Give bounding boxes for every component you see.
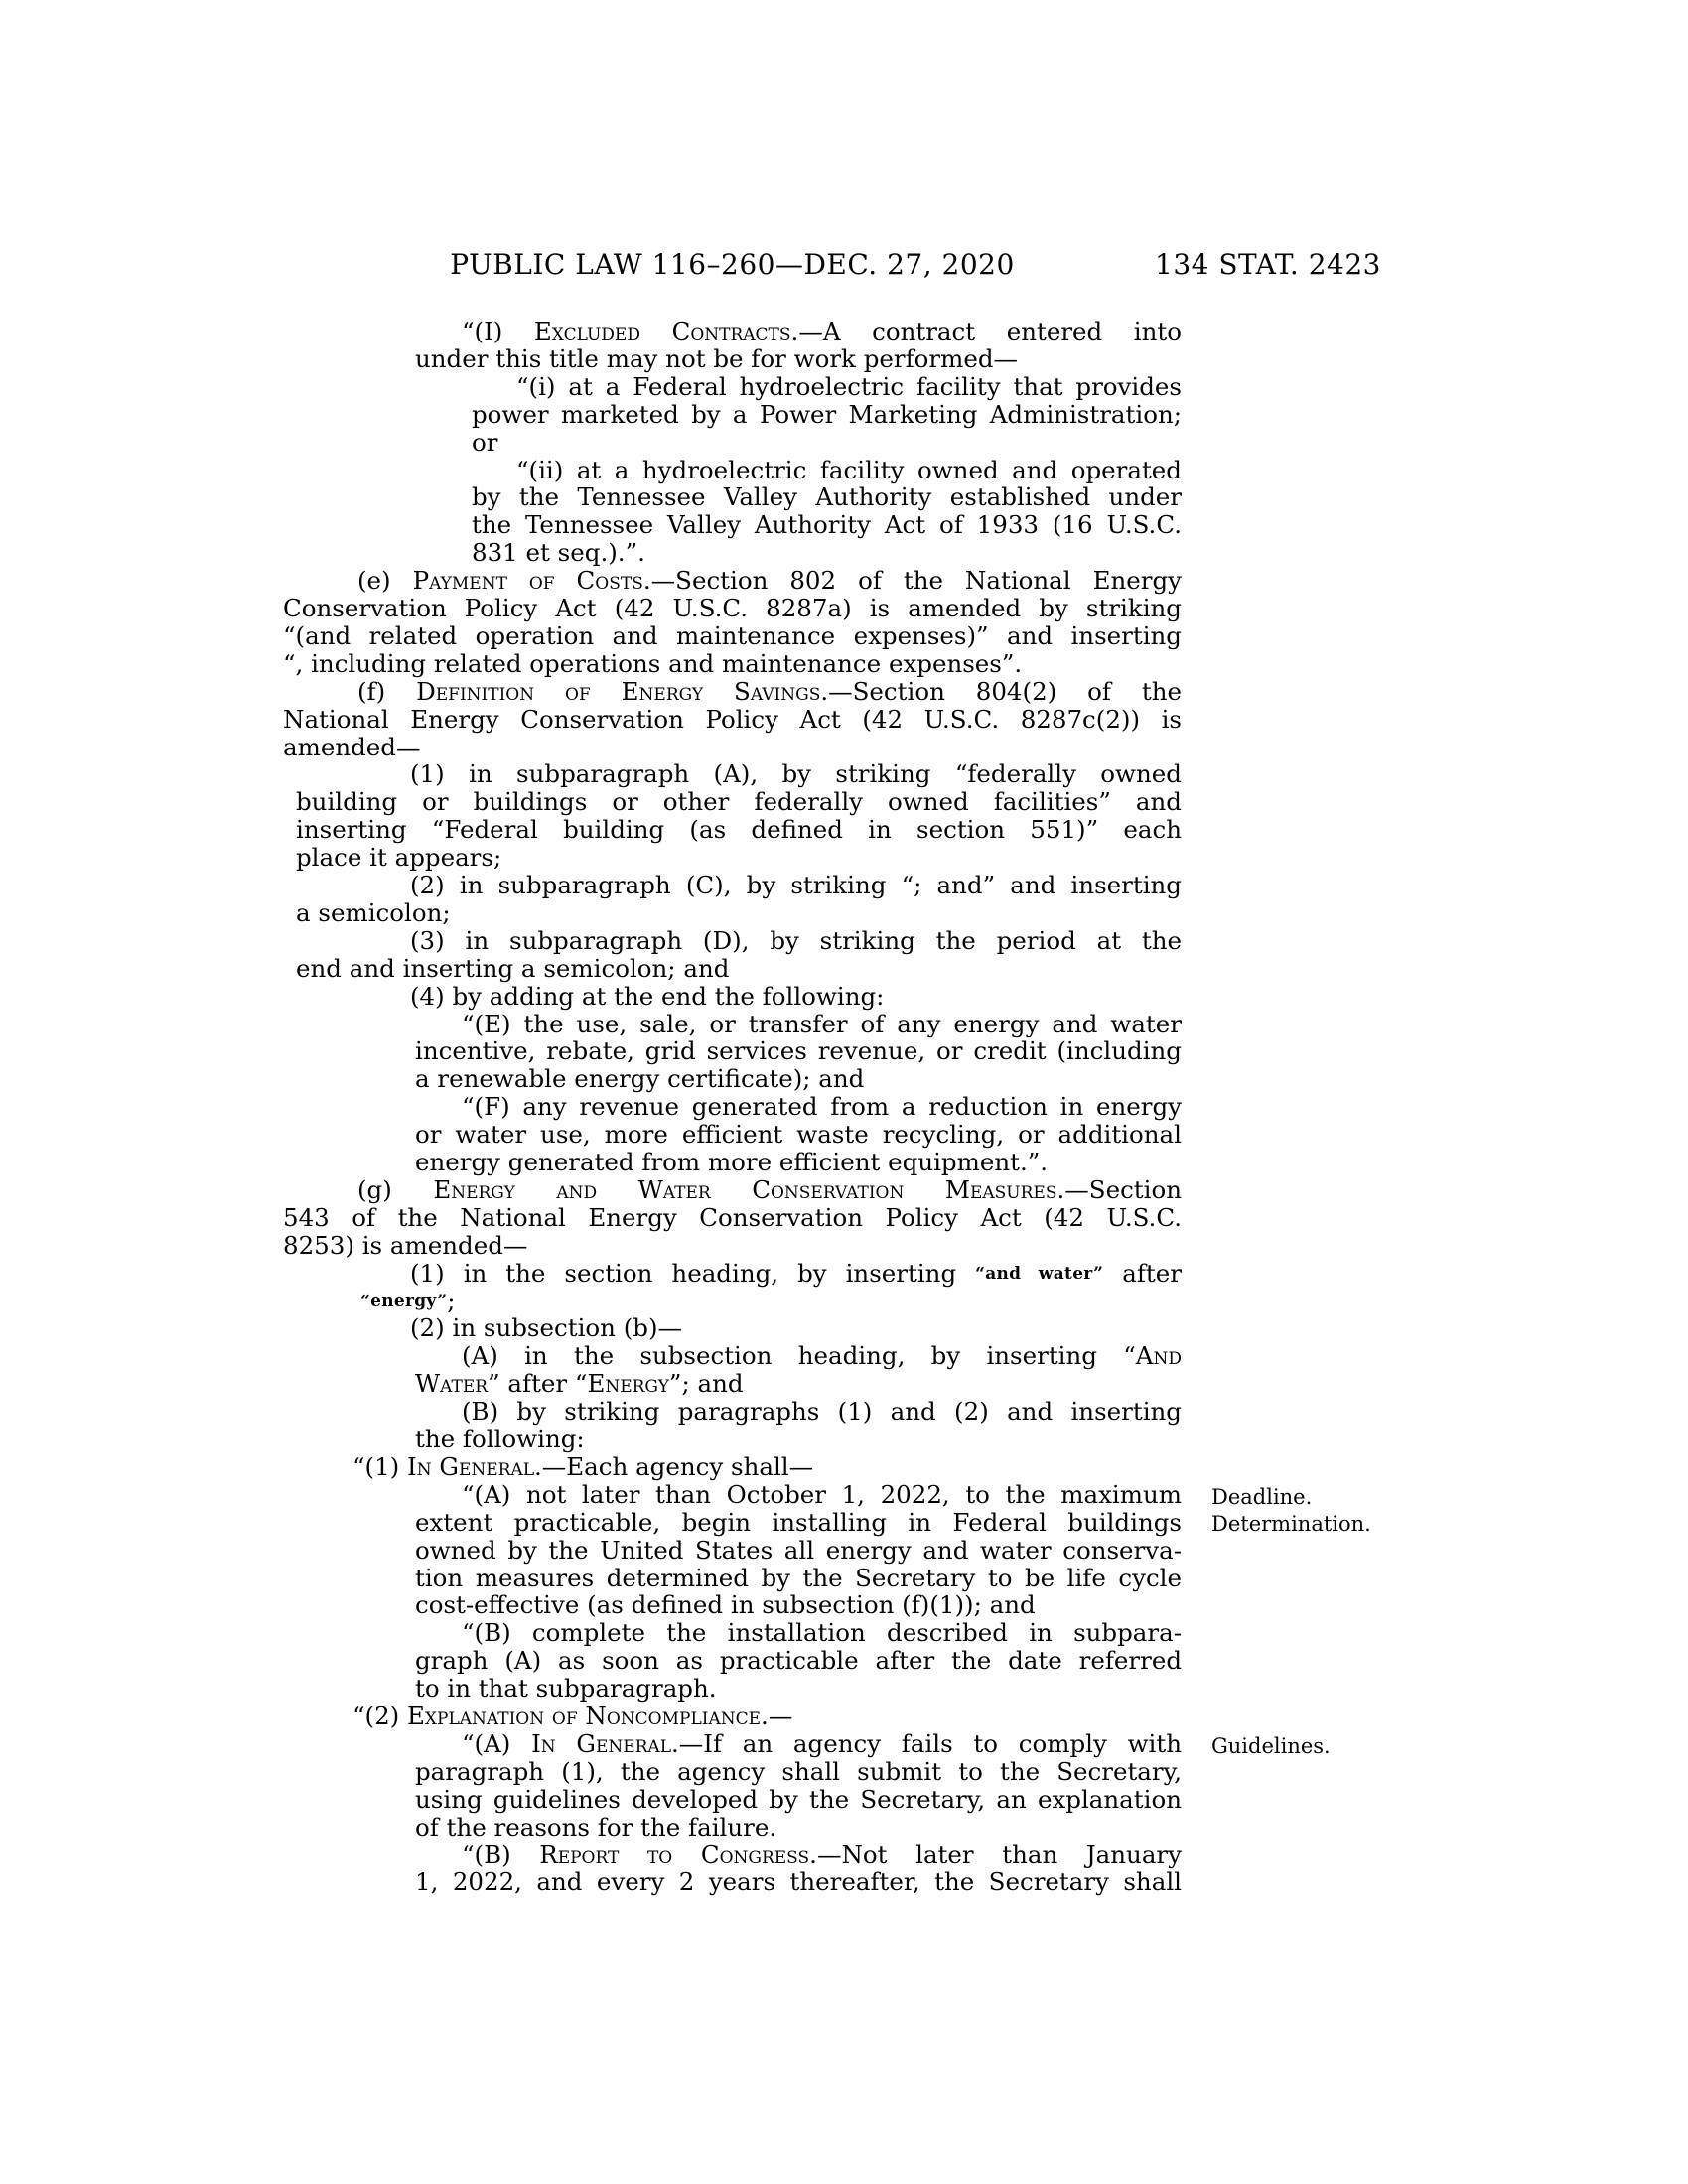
body-text: place it appears;: [296, 843, 502, 873]
body-text: —: [768, 1702, 793, 1730]
text-line: [462, 1011, 1182, 1038]
text-line: [462, 1342, 1182, 1370]
body-text: ;: [447, 1286, 456, 1315]
text-line: [415, 1758, 1182, 1786]
text-line: [352, 1453, 1182, 1481]
text-line: [415, 1647, 1182, 1675]
text-line: [415, 1537, 1182, 1565]
body-text: (e): [357, 566, 413, 596]
small-caps-text: Energy: [587, 1369, 669, 1399]
body-text: end and inserting a semicolon; and: [296, 953, 730, 983]
body-text: the following:: [415, 1425, 585, 1453]
text-line: [283, 1232, 1182, 1260]
small-caps-text: Excluded Contracts.: [533, 317, 799, 345]
body-text: of the reasons for the failure.: [415, 1812, 777, 1842]
text-line: [357, 678, 1182, 706]
text-line: [296, 844, 1182, 872]
text-line: [462, 1730, 1182, 1758]
body-text: —Not later than January: [816, 1840, 1182, 1869]
text-line: [415, 1426, 1182, 1453]
text-line: [296, 955, 1182, 983]
body-text: amended—: [283, 732, 421, 761]
body-text: “(A) not later than October 1, 2022, to the maximum: [462, 1479, 1182, 1509]
body-text: Conservation Policy Act (42 U.S.C. 8287a) is amended by striking: [283, 594, 1182, 622]
margin-note-line: Deadline.: [1211, 1484, 1313, 1509]
text-line: [415, 1814, 1182, 1842]
body-text: “(and related operation and maintenance expenses)” and inserting: [283, 620, 1182, 650]
body-text: or: [472, 427, 498, 457]
body-text: building or buildings or other federally owned facilities” and: [296, 787, 1182, 817]
body-text: (f): [357, 676, 417, 706]
text-line: [462, 1619, 1182, 1647]
body-text: (2) in subsection (b)—: [410, 1313, 683, 1343]
body-text: to in that subparagraph.: [415, 1674, 717, 1704]
margin-note: [1211, 1484, 1420, 1539]
text-line: [410, 872, 1182, 899]
body-text: “(B) complete the installation described in subpara-: [462, 1618, 1182, 1648]
body-text: (A) in the subsection heading, by inserting “: [462, 1341, 1136, 1371]
margin-note-line: Determination.: [1211, 1512, 1371, 1537]
body-text: inserting “Federal building (as defined in section 551)” each: [296, 815, 1182, 845]
text-line: [462, 1093, 1182, 1121]
body-text: ” after “: [488, 1369, 588, 1399]
body-text: —Section 802 of the National Energy: [650, 566, 1182, 596]
text-line: [410, 1260, 1182, 1288]
text-line: [415, 1121, 1182, 1149]
body-text: “(F) any revenue generated from a reduction in energy: [462, 1092, 1182, 1122]
body-text: “(ii) at a hydroelectric facility owned and operated: [516, 455, 1182, 484]
margin-note-line: Guidelines.: [1211, 1733, 1331, 1758]
text-line: [415, 1591, 1182, 1619]
body-text: (B) by striking paragraphs (1) and (2) and inserting: [462, 1397, 1182, 1427]
small-caps-text: Definition of Energy Savings.: [416, 676, 829, 706]
text-line: [415, 345, 1182, 373]
body-text: “(i) at a Federal hydroelectric facility that provides: [516, 371, 1182, 401]
small-caps-text: In General.: [531, 1728, 679, 1758]
text-line: [415, 1786, 1182, 1814]
body-text: cost-effective (as defined in subsection (f)(1)); and: [415, 1590, 1036, 1620]
text-line: [415, 1370, 1182, 1398]
body-text: or water use, more efficient waste recycling, or additional: [415, 1120, 1182, 1150]
text-line: [296, 899, 1182, 927]
body-text: “(A): [462, 1728, 532, 1758]
body-text: 831 et seq.).”.: [472, 538, 645, 568]
small-caps-text: And: [1135, 1341, 1182, 1371]
text-line: [415, 1509, 1182, 1537]
body-text: a renewable energy certificate); and: [415, 1064, 865, 1094]
text-line: [283, 1204, 1182, 1232]
body-text: incentive, rebate, grid services revenue, or credit (including: [415, 1036, 1182, 1066]
body-text: National Energy Conservation Policy Act (42 U.S.C. 8287c(2)) is: [283, 704, 1182, 734]
body-text: power marketed by a Power Marketing Administration;: [472, 399, 1182, 429]
body-text: energy generated from more efficient equipment.”.: [415, 1148, 1049, 1176]
body-text: ”; and: [668, 1369, 744, 1399]
text-line: [472, 429, 1182, 457]
body-text: by the Tennessee Valley Authority established under: [472, 482, 1182, 512]
text-line: [462, 1842, 1182, 1869]
body-text: 1, 2022, and every 2 years thereafter, the Secretary shall: [415, 1867, 1182, 1897]
body-text: (4) by adding at the end the following:: [410, 981, 885, 1011]
text-line: [357, 567, 1182, 595]
body-text: (1) in the section heading, by inserting: [410, 1258, 976, 1288]
text-line: [472, 511, 1182, 539]
body-text: using guidelines developed by the Secretary, an explanation: [415, 1784, 1182, 1814]
text-line: [415, 1065, 1182, 1093]
body-text: “(I): [462, 317, 534, 345]
text-line: [283, 706, 1182, 734]
body-text: tion measures determined by the Secretary to be life cycle: [415, 1563, 1182, 1592]
text-line: [410, 927, 1182, 955]
text-line: [516, 373, 1182, 401]
small-caps-text: Report to Congress.: [539, 1840, 817, 1869]
body-text: (3) in subparagraph (D), by striking the period at the: [410, 925, 1182, 955]
text-line: [283, 734, 1182, 761]
text-line: [410, 983, 1182, 1011]
body-text: “(1): [352, 1451, 408, 1481]
text-line: [462, 1481, 1182, 1509]
text-line: [462, 1398, 1182, 1426]
text-line: [472, 401, 1182, 429]
quoted-heading-text: “and water”: [975, 1263, 1104, 1284]
body-text: —If an agency fails to comply with: [678, 1728, 1183, 1758]
quoted-heading-text: “energy”: [360, 1291, 448, 1311]
text-line: [360, 1288, 1182, 1315]
text-line: [472, 483, 1182, 511]
text-line: [410, 760, 1182, 788]
text-line: [283, 622, 1182, 650]
text-line: [352, 1703, 1182, 1730]
body-text: extent practicable, begin installing in Federal buildings: [415, 1507, 1182, 1537]
text-line: [415, 1868, 1182, 1896]
body-text: graph (A) as soon as practicable after the date referred: [415, 1646, 1182, 1676]
small-caps-text: Energy and Water Conservation Measures.: [433, 1174, 1065, 1204]
body-text: —A contract entered into: [798, 317, 1183, 345]
body-text: 8253) is amended—: [283, 1230, 528, 1260]
text-line: [410, 1314, 1182, 1342]
small-caps-text: Explanation of Noncompliance.: [407, 1702, 769, 1730]
body-text: 543 of the National Energy Conservation Policy Act (42 U.S.C.: [283, 1202, 1182, 1232]
running-head: PUBLIC LAW 116–260—DEC. 27, 2020: [450, 248, 1015, 281]
text-line: [462, 318, 1182, 345]
small-caps-text: In General.: [407, 1451, 542, 1481]
body-text: —Each agency shall—: [541, 1451, 814, 1481]
text-line: [516, 457, 1182, 484]
body-text: (2) in subparagraph (C), by striking “; and” and inserting: [410, 871, 1182, 899]
body-text: after: [1103, 1258, 1182, 1288]
text-line: [283, 595, 1182, 622]
text-line: [415, 1565, 1182, 1592]
text-line: [415, 1037, 1182, 1065]
statute-page-number: 134 STAT. 2423: [1155, 248, 1381, 281]
body-text: “, including related operations and maintenance expenses”.: [283, 648, 1023, 678]
body-text: “(2): [352, 1702, 408, 1730]
body-text: (1) in subparagraph (A), by striking “federally owned: [410, 759, 1182, 789]
text-line: [283, 650, 1182, 678]
text-line: [357, 1176, 1182, 1204]
text-line: [296, 788, 1182, 816]
body-text: owned by the United States all energy and water conserva-: [415, 1535, 1182, 1565]
text-line: [415, 1149, 1182, 1176]
body-text: paragraph (1), the agency shall submit to the Secretary,: [415, 1756, 1182, 1786]
body-text: the Tennessee Valley Authority Act of 1933 (16 U.S.C.: [472, 510, 1182, 540]
text-line: [296, 816, 1182, 844]
body-text: —Section: [1064, 1174, 1182, 1204]
body-text: —Section 804(2) of the: [828, 676, 1182, 706]
body-text: under this title may not be for work performed—: [415, 343, 1019, 373]
small-caps-text: Payment of Costs.: [412, 566, 651, 596]
body-text: “(B): [462, 1840, 540, 1869]
text-line: [415, 1675, 1182, 1703]
small-caps-text: Water: [415, 1369, 489, 1399]
body-text: a semicolon;: [296, 897, 451, 927]
body-text: “(E) the use, sale, or transfer of any energy and water: [462, 1009, 1182, 1038]
body-text: (g): [357, 1174, 434, 1204]
text-line: [472, 539, 1182, 567]
margin-note: [1211, 1733, 1420, 1760]
